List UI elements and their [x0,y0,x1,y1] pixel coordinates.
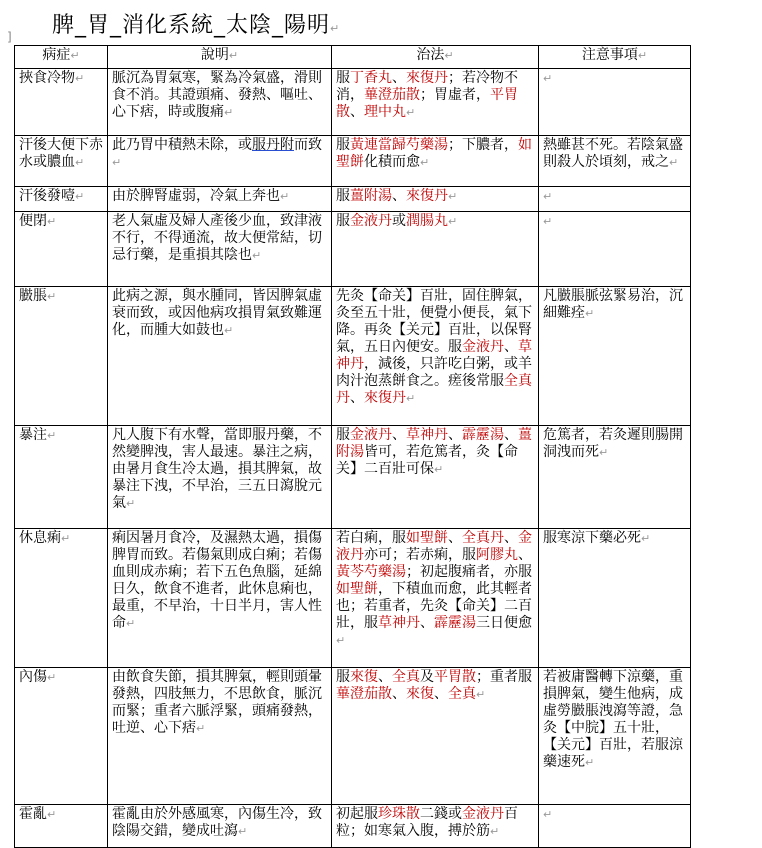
notes-cell [539,805,691,848]
cell-text: 、 [392,427,406,443]
remedy-name: 全真丹 [336,373,532,406]
description-cell [108,426,332,529]
cell-text: 老人氣虛及婦人產後少血，致津液不行，不得通流，故大便常結，切忌行藥，是重損其陰也 [112,213,322,263]
description-cell [108,805,332,848]
paragraph-mark-icon: ↵ [543,190,553,203]
notes-cell [539,69,691,136]
cell-text: 此乃胃中積熱未除，或 [112,137,252,153]
cell-text: 三日便愈 [476,615,532,631]
notes-cell [539,426,691,529]
header-symptom: 病症↵ [15,46,108,69]
remedy-name: 平胃散 [434,669,476,685]
cell-text: 若白痢，服 [336,530,406,546]
cell-text: 凡臌脹脈弦緊易治，沉細難痊 [543,288,683,321]
treatment-cell [332,287,539,426]
remedy-name: 金液丹 [462,339,504,355]
symptom-cell [15,287,108,426]
cell-text: 、 [518,547,532,563]
page-title [52,8,340,39]
paragraph-mark-icon: ↵ [47,808,57,821]
cell-text: 皆可，若危篤者，灸【命关】二百壯可保 [336,444,518,477]
treatment-cell [332,69,539,136]
cell-text: 、 [392,686,406,702]
description-cell [108,187,332,212]
notes-cell [539,187,691,212]
remedy-name: 金液丹 [462,806,504,822]
paragraph-mark-icon: ↵ [47,429,57,442]
paragraph-mark-icon: ↵ [126,617,136,630]
remedy-name: 薑附湯 [350,188,392,204]
remedy-name: 丁香丸 [350,70,392,86]
cell-text: 熱雖甚不死。若陰氣盛則殺人於頃刻，戒之 [543,137,683,170]
cell-text: 服 [336,188,350,204]
paragraph-mark-icon: ↵ [585,756,595,769]
paragraph-mark-icon: ↵ [280,190,290,203]
notes-cell [539,529,691,668]
remedy-name: 草神丹 [378,615,420,631]
paragraph-mark-icon: ↵ [75,72,85,85]
cell-text: 、 [504,339,518,355]
cell-text: 或 [392,213,406,229]
cell-text: 百粒；如寒氣入腹，搏於筋 [336,806,518,839]
paragraph-mark-icon: ↵ [420,156,430,169]
remedy-name: 來復 [406,686,434,702]
treatment-cell [332,187,539,212]
remedy-name: 全真 [448,686,476,702]
cell-text: ，減後，只許吃白粥，或羊肉汁泡蒸餅食之。瘥後常服 [336,356,532,389]
cell-text: 臌脹 [19,288,47,304]
table-row [15,136,691,187]
cell-text: 服 [336,669,350,685]
symptom-cell [15,187,108,212]
remedy-name: 霹靂湯 [462,427,504,443]
remedy-name: 金液丹 [350,213,392,229]
paragraph-mark-icon: ↵ [196,722,206,735]
paragraph-mark-icon: ↵ [126,497,136,510]
treatment-cell [332,426,539,529]
remedy-name: 全真丹 [462,530,504,546]
paragraph-mark-icon: ↵ [599,446,609,459]
treatment-cell [332,529,539,668]
symptom-cell [15,668,108,805]
cell-text: 、 [392,188,406,204]
symptom-cell [15,805,108,848]
cell-text: 服 [336,427,350,443]
table-header-row [15,46,691,69]
treatment-cell [332,136,539,187]
notes-cell [539,212,691,287]
cell-text: 二錢或 [420,806,462,822]
remedy-name: 草神丹 [336,339,532,372]
cell-text: 此病之源，與水腫同，皆因脾氣虛衰而致，或因他病攻損胃氣致難運化，而腫大如鼓也 [112,288,322,338]
cell-text: 及 [420,669,434,685]
paragraph-mark-icon: ↵ [47,671,57,684]
header-description: 說明↵ [108,46,332,69]
paragraph-mark-icon: ↵ [543,215,553,228]
linked-text: 服丹附 [252,137,294,153]
description-cell [108,287,332,426]
page-title-text: 脾_胃_消化系統_太陰_陽明 [52,13,331,38]
header-treatment: 治法↵ [332,46,539,69]
remedy-name: 草神丹 [406,427,448,443]
cell-text: 痢因暑月食冷，及濕熱太過，損傷脾胃而致。若傷氣則成白痢；若傷血則成赤痢；若下五色魚腦，延綿日久，飲食不進者，此休息痢也，最重，不早治，十日半月，害人性命 [112,530,322,631]
paragraph-mark-icon: ↵ [476,688,486,701]
cell-text: 初起服 [336,806,378,822]
margin-marker: ] [7,30,12,44]
description-cell [108,668,332,805]
paragraph-mark-icon: ↵ [336,634,346,647]
cell-text: 而致 [294,137,322,153]
paragraph-mark-icon: ↵ [47,215,57,228]
notes-cell [539,287,691,426]
remedy-name: 如聖餅 [336,581,378,597]
paragraph-mark-icon: ↵ [238,825,248,838]
cell-text: 、 [448,427,462,443]
remedy-name: 黃連當歸芍藥湯 [350,137,448,153]
cell-text: 汗後大便下赤水或膿血 [19,137,103,170]
table-row [15,805,691,848]
cell-text: 、 [420,615,434,631]
cell-text: 服 [336,213,350,229]
symptom-cell [15,529,108,668]
cell-text: 凡人腹下有水聲，當即服丹藥，不然變脾洩，害人最速。暴注之病，由暑月食生冷太過，損其脾氣，故暴注下洩，不早治，三五日瀉脫元氣 [112,427,322,511]
paragraph-mark-icon: ↵ [490,825,500,838]
symptom-cell [15,69,108,136]
cell-text: 脈沉為胃氣寒，緊為冷氣盛，滑則食不消。其證頭痛、發熱、嘔吐、心下痞，時或腹痛 [112,70,322,120]
remedy-name: 來復丹 [406,188,448,204]
remedy-name: 黃芩芍藥湯 [336,564,406,580]
notes-cell [539,136,691,187]
description-cell [108,136,332,187]
remedy-name: 霹靂湯 [434,615,476,631]
table-row [15,668,691,805]
cell-text: 服 [336,70,350,86]
table-row [15,212,691,287]
symptom-cell [15,212,108,287]
paragraph-mark-icon: ↵ [543,72,553,85]
table-row [15,69,691,136]
paragraph-mark-icon: ↵ [224,324,234,337]
cell-text: 、 [504,427,518,443]
remedy-name: 蓽澄茄散 [364,87,420,103]
cell-text: 先灸【命关】百壯，固住脾氣，灸至五十壯，便覺小便長，氣下降。再灸【关元】百壯，以保腎氣，五日內便安。服 [336,288,532,355]
cell-text: 化積而愈 [364,154,420,170]
paragraph-mark-icon: ↵ [669,156,679,169]
treatment-cell [332,668,539,805]
cell-text: 、 [350,390,364,406]
paragraph-mark-icon: ↵ [75,156,85,169]
table-row [15,287,691,426]
remedy-name: 潤腸丸 [406,213,448,229]
remedy-name: 來復丹 [364,390,406,406]
remedy-name: 來復 [350,669,378,685]
paragraph-mark-icon: ↵ [224,106,234,119]
remedy-name: 平胃散 [336,87,518,120]
remedy-name: 薑附湯 [336,427,532,460]
cell-text: 便閉 [19,213,47,229]
treatment-cell [332,805,539,848]
table-row [15,187,691,212]
remedy-name: 全真 [392,669,420,685]
remedy-name: 理中丸 [364,104,406,120]
cell-text: 亦可；若赤痢，服 [364,547,476,563]
paragraph-mark-icon: ↵ [252,249,262,262]
cell-text: 由飲食失節，損其脾氣，輕則頭暈發熱，四肢無力，不思飲食，脈沉而緊；重者六脈浮緊，頭痛發熱，吐逆、心下痞 [112,669,322,736]
cell-text: 挾食冷物 [19,70,75,86]
cell-text: 內傷 [19,669,47,685]
paragraph-mark-icon: ↵ [543,808,553,821]
paragraph-mark-icon: ↵ [47,290,57,303]
cell-text: 危篤者，若灸遲則腸開洞洩而死 [543,427,683,460]
remedy-name: 阿膠丸 [476,547,518,563]
cell-text: ；下膿者， [448,137,518,153]
paragraph-mark-icon: ↵ [448,190,458,203]
paragraph-mark-icon: ↵ [75,190,85,203]
symptom-table [14,45,691,848]
cell-text: ；初起腹痛者，亦服 [406,564,532,580]
paragraph-mark-icon: ↵ [330,22,341,35]
remedy-name: 珍珠散 [378,806,420,822]
remedy-name: 金液丹 [350,427,392,443]
paragraph-mark-icon: ↵ [61,532,71,545]
table-row [15,426,691,529]
description-cell [108,69,332,136]
cell-text: 霍亂 [19,806,47,822]
cell-text: ；重者服 [476,669,532,685]
notes-cell [539,668,691,805]
paragraph-mark-icon: ↵ [448,215,458,228]
cell-text: 暴注 [19,427,47,443]
remedy-name: 金液丹 [336,530,532,563]
cell-text: 、 [350,104,364,120]
table-row [15,529,691,668]
cell-text: 休息痢 [19,530,61,546]
remedy-name: 來復丹 [406,70,448,86]
symptom-cell [15,426,108,529]
paragraph-mark-icon: ↵ [406,392,416,405]
cell-text: 服寒涼下藥必死 [543,530,641,546]
cell-text: 、 [448,530,462,546]
cell-text: ，下積血而愈，此其輕者也；若重者，先灸【命关】二百壯，服 [336,581,532,631]
paragraph-mark-icon: ↵ [641,532,651,545]
treatment-cell [332,212,539,287]
description-cell [108,212,332,287]
remedy-name: 如聖餅 [336,137,532,170]
cell-text: ；若冷物不消， [336,70,518,103]
cell-text: 霍亂由於外感風寒，內傷生冷，致陰陽交錯，變成吐瀉 [112,806,322,839]
remedy-name: 如聖餅 [406,530,448,546]
cell-text: 由於脾腎虛弱，冷氣上奔也 [112,188,280,204]
cell-text: 汗後發噎 [19,188,75,204]
paragraph-mark-icon: ↵ [406,106,416,119]
cell-text: 若被庸醫轉下涼藥，重損脾氣，變生他病，成虛勞臌脹洩瀉等證，急灸【中脘】五十壯，【关元】百壯，若服涼藥速死 [543,669,683,770]
cell-text: 、 [434,686,448,702]
header-notes: 注意事項↵ [539,46,691,69]
cell-text: 、 [504,530,518,546]
paragraph-mark-icon: ↵ [112,156,122,169]
symptom-cell [15,136,108,187]
paragraph-mark-icon: ↵ [434,463,444,476]
cell-text: ；胃虛者， [420,87,490,103]
cell-text: 、 [392,70,406,86]
paragraph-mark-icon: ↵ [585,307,595,320]
cell-text: 、 [378,669,392,685]
cell-text: 服 [336,137,350,153]
remedy-name: 蓽澄茄散 [336,686,392,702]
description-cell [108,529,332,668]
